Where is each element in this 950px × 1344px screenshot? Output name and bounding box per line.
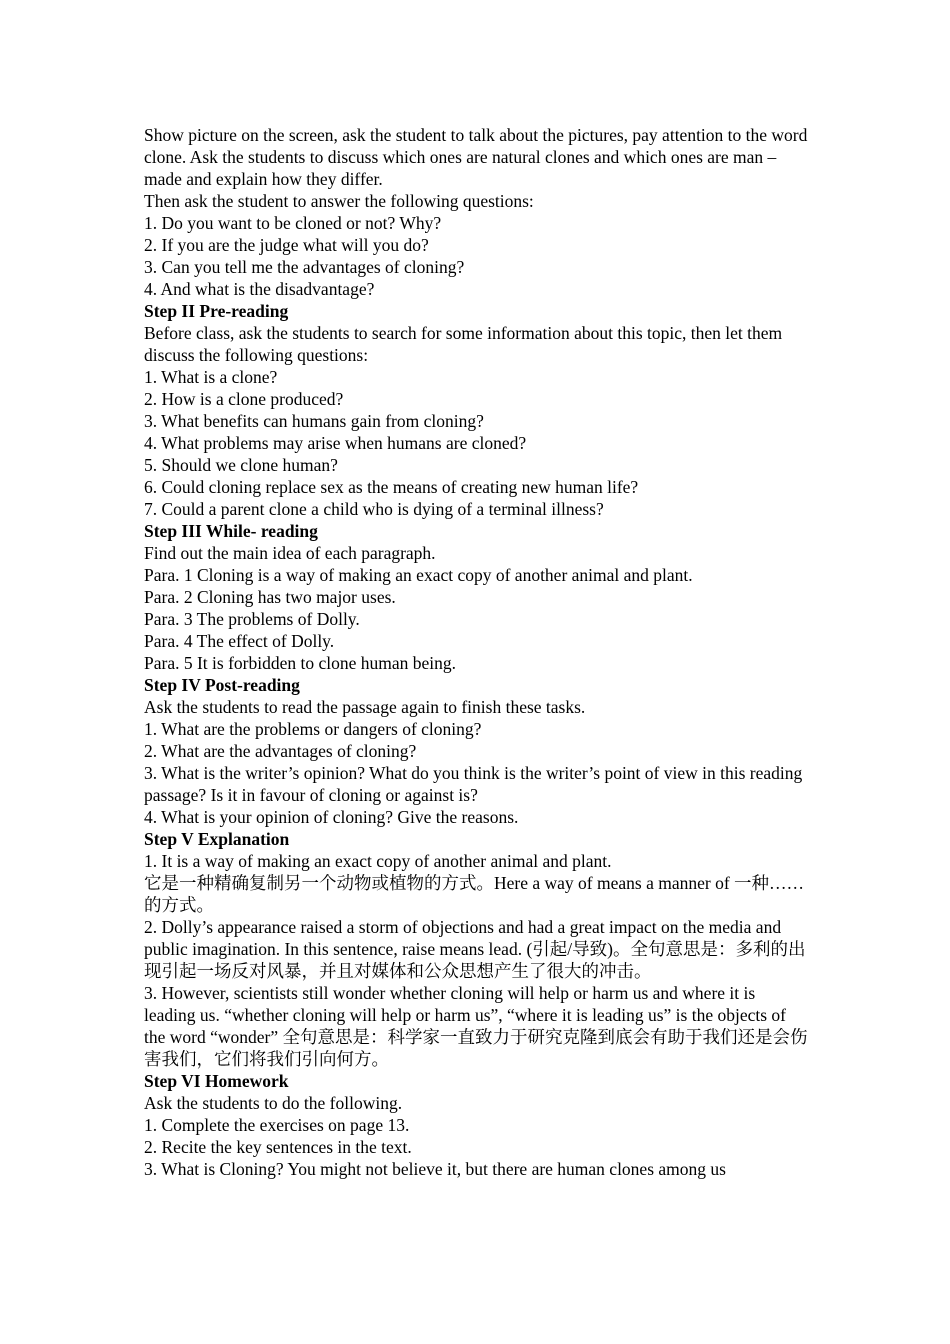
intro-paragraph: Show picture on the screen, ask the student to talk about the pictures, pay attention to the word clone. Ask the students to discuss which ones are natural clones and which ones are man – made and explain how they differ. <box>144 125 808 189</box>
step3-heading: Step III While- reading <box>144 521 318 541</box>
intro-question: 2. If you are the judge what will you do? <box>144 235 429 255</box>
step5-item: 它是一种精确复制另一个动物或植物的方式。Here a way of means a manner of 一种……的方式。 <box>144 873 805 915</box>
step2-heading: Step II Pre-reading <box>144 301 289 321</box>
step2-question: 3. What benefits can humans gain from cloning? <box>144 411 484 431</box>
step3-lead: Find out the main idea of each paragraph. <box>144 543 436 563</box>
step6-lead: Ask the students to do the following. <box>144 1093 403 1113</box>
step2-question: 1. What is a clone? <box>144 367 278 387</box>
step2-paragraph: Before class, ask the students to search for some information about this topic, then let them discuss the following questions: <box>144 323 783 365</box>
step3-item: Para. 2 Cloning has two major uses. <box>144 587 396 607</box>
step4-heading: Step IV Post-reading <box>144 675 300 695</box>
intro-question: 1. Do you want to be cloned or not? Why? <box>144 213 442 233</box>
intro-question: 4. And what is the disadvantage? <box>144 279 375 299</box>
step3-item: Para. 3 The problems of Dolly. <box>144 609 360 629</box>
step4-item: 2. What are the advantages of cloning? <box>144 741 417 761</box>
step6-heading: Step VI Homework <box>144 1071 289 1091</box>
step5-item: 2. Dolly’s appearance raised a storm of objections and had a great impact on the media and public imagination. In this sentence, raise means lead. (引起/导致)。全句意思是：多利的出现引起一场反对风暴，并且对媒体和公众思想产生了很大的冲击。 <box>144 917 806 981</box>
step5-item: 1. It is a way of making an exact copy of another animal and plant. <box>144 851 612 871</box>
step2-question: 2. How is a clone produced? <box>144 389 344 409</box>
step5-item: 3. However, scientists still wonder whether cloning will help or harm us and where it is leading us. “whether cloning will help or harm us”, “where it is leading us” is the objects of the word “wonder” 全句意思是：科学家一直致力于研究克隆到底会有助于我们还是会伤害我们，它们将我们引向何方。 <box>144 983 808 1069</box>
step2-question: 5. Should we clone human? <box>144 455 338 475</box>
step2-question: 6. Could cloning replace sex as the means of creating new human life? <box>144 477 639 497</box>
step2-question: 4. What problems may arise when humans are cloned? <box>144 433 527 453</box>
intro-lead: Then ask the student to answer the following questions: <box>144 191 534 211</box>
step4-item: 4. What is your opinion of cloning? Give the reasons. <box>144 807 519 827</box>
step6-item: 1. Complete the exercises on page 13. <box>144 1115 410 1135</box>
step4-item: 1. What are the problems or dangers of cloning? <box>144 719 482 739</box>
step3-item: Para. 5 It is forbidden to clone human being. <box>144 653 457 673</box>
step3-item: Para. 4 The effect of Dolly. <box>144 631 335 651</box>
intro-question: 3. Can you tell me the advantages of cloning? <box>144 257 465 277</box>
step2-question: 7. Could a parent clone a child who is dying of a terminal illness? <box>144 499 604 519</box>
document-page <box>144 124 810 1180</box>
step4-item: 3. What is the writer’s opinion? What do you think is the writer’s point of view in this reading passage? Is it in favour of cloning or against is? <box>144 763 803 805</box>
step6-item: 3. What is Cloning? You might not believe it, but there are human clones among us <box>144 1159 726 1179</box>
step3-item: Para. 1 Cloning is a way of making an exact copy of another animal and plant. <box>144 565 693 585</box>
step6-item: 2. Recite the key sentences in the text. <box>144 1137 412 1157</box>
step4-lead: Ask the students to read the passage again to finish these tasks. <box>144 697 586 717</box>
step5-heading: Step V Explanation <box>144 829 290 849</box>
